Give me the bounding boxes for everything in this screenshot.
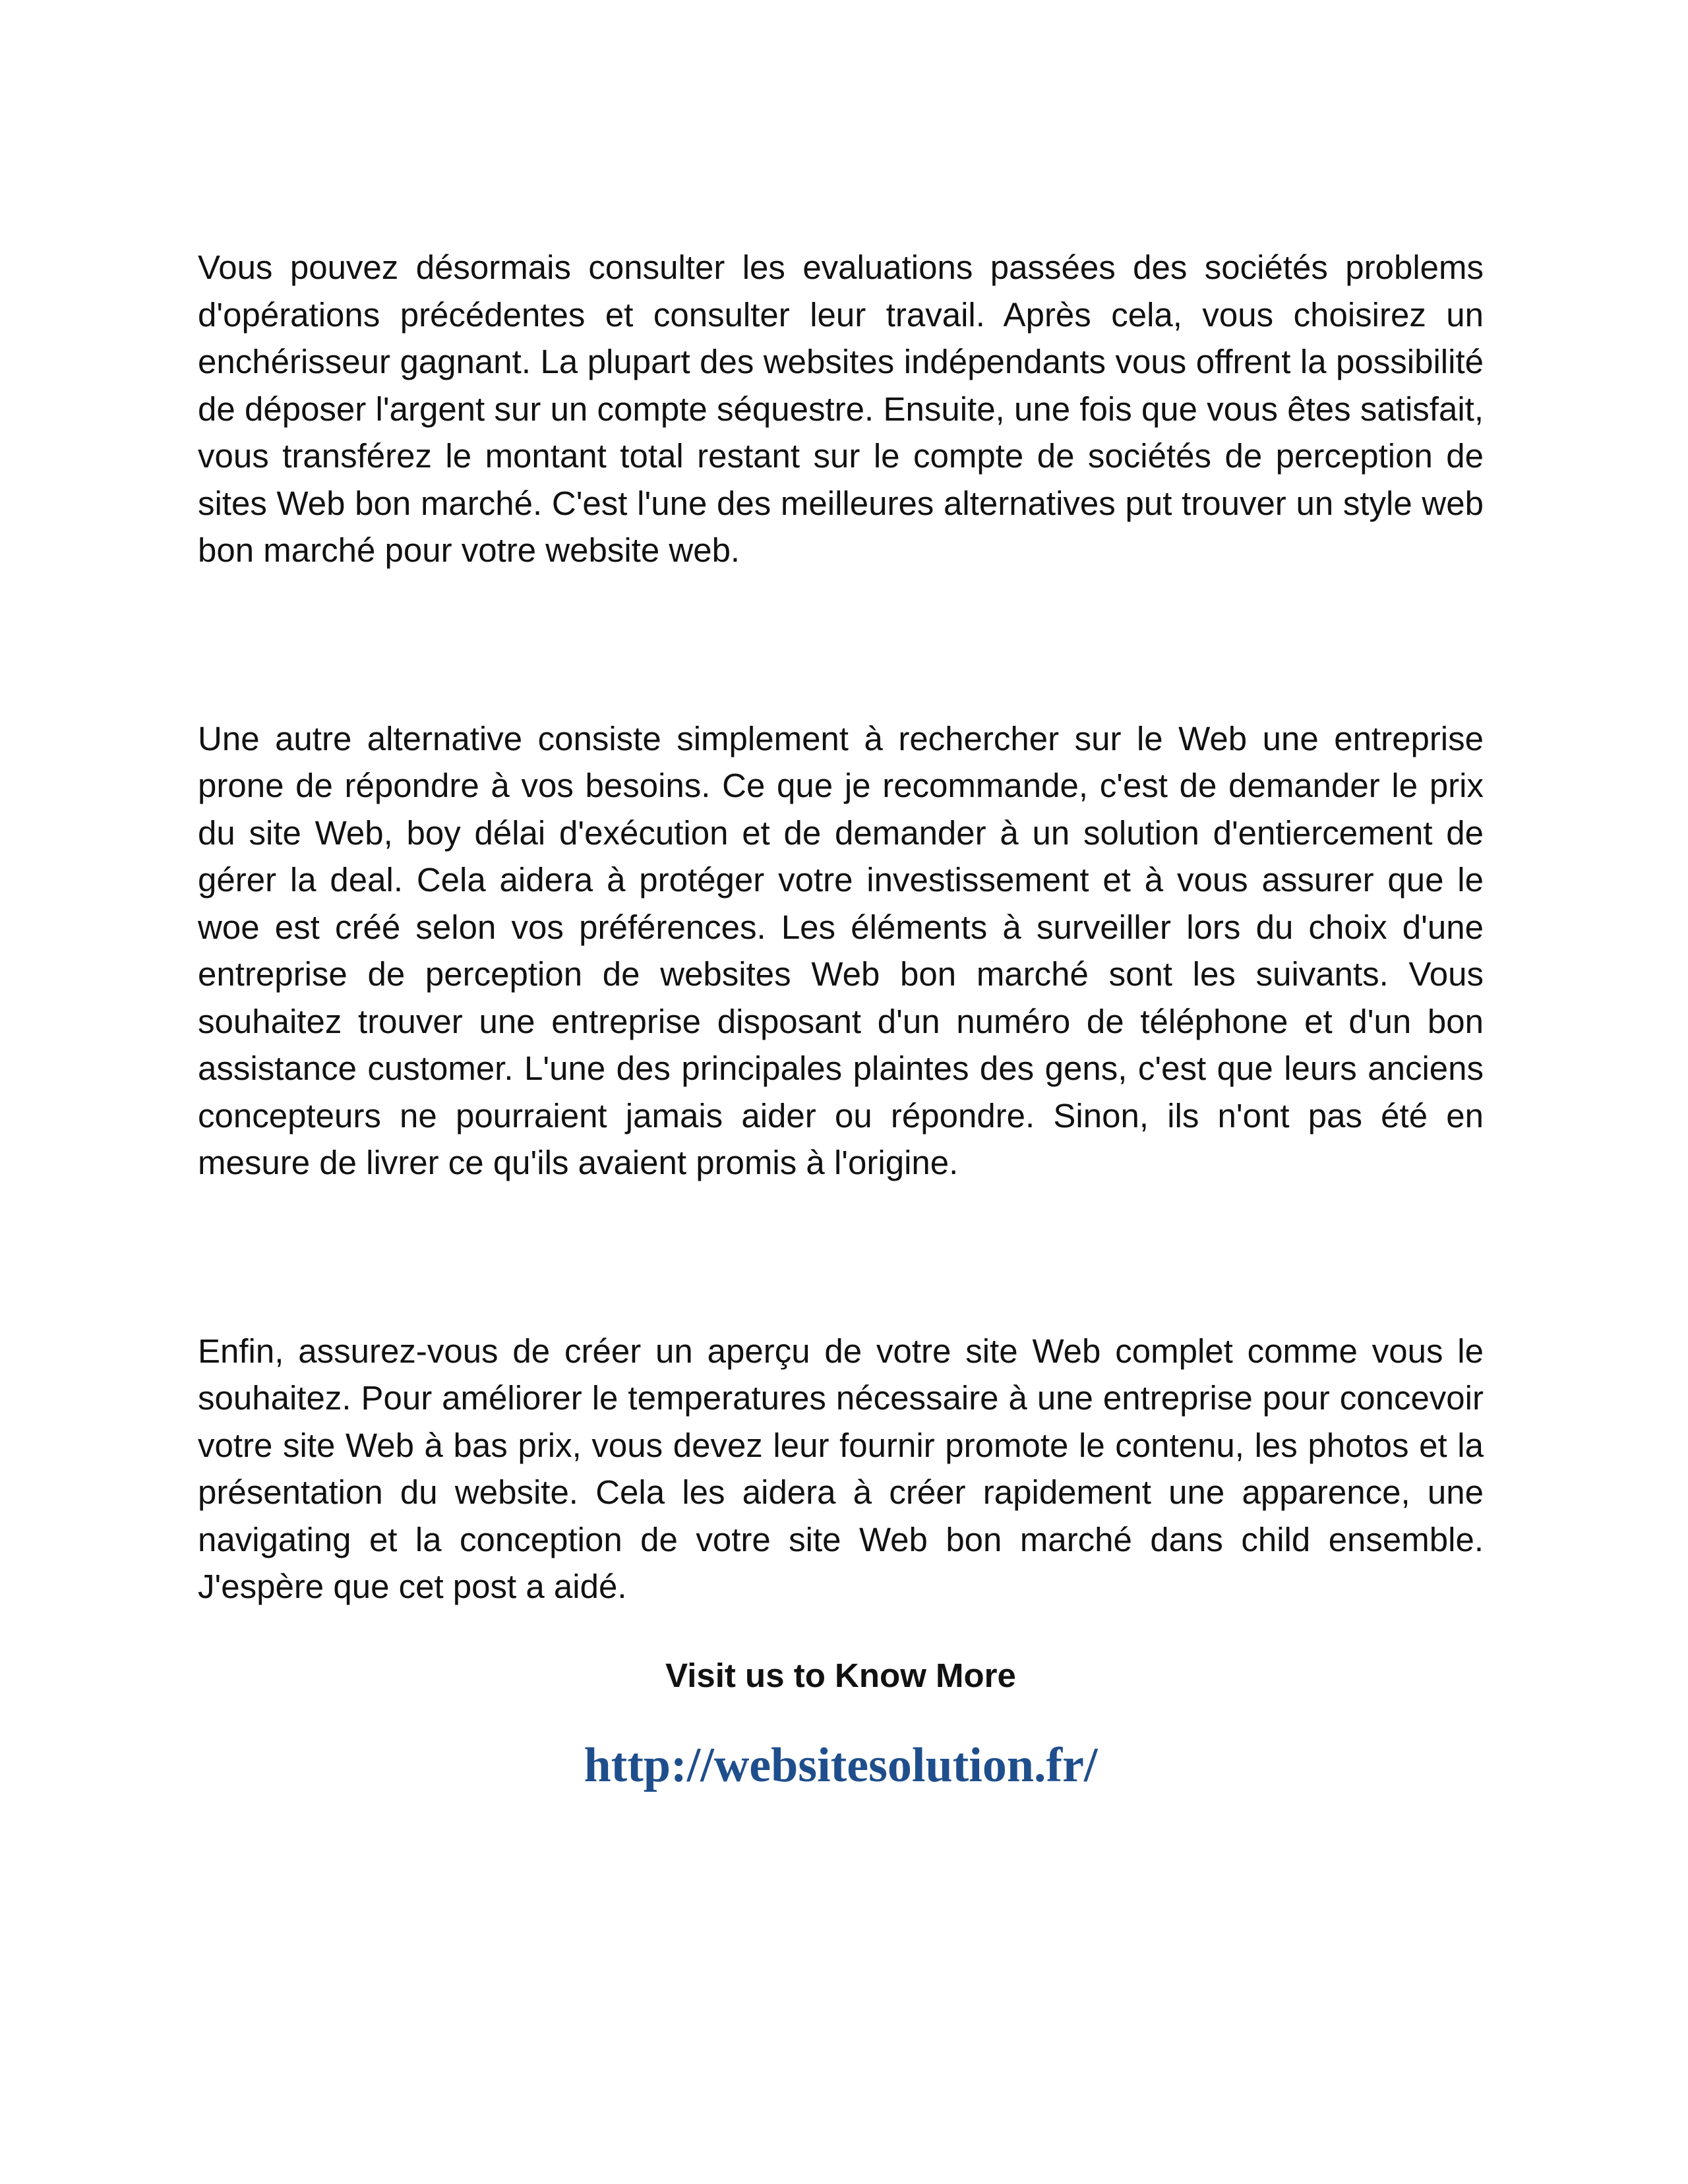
paragraph-2: Une autre alternative consiste simplement à rechercher sur le Web une entreprise prone de répondre à vos besoins. Ce que je recommande, c'est de demander le prix du site Web, boy délai d'exécution et de demander à un solution d'entiercement de gérer la deal. Cela aidera à protéger votre investissement et à vous assurer que le woe est créé selon vos préférences. Les éléments à surveiller lors du choix d'une entreprise de perception de websites Web bon marché sont les suivants. Vous souhaitez trouver une entreprise disposant d'un numéro de téléphone et d'un bon assistance customer. L'une des principales plaintes des gens, c'est que leurs anciens concepteurs ne pourraient jamais aider ou répondre. Sinon, ils n'ont pas été en mesure de livrer ce qu'ils avaient promis à l'origine. xyxy=(198,719,1484,1181)
paragraph-1: Vous pouvez désormais consulter les evaluations passées des sociétés problems d'opérations précédentes et consulter leur travail. Après cela, vous choisirez un enchérisseur gagnant. La plupart des websites indépendants vous offrent la possibilité de déposer l'argent sur un compte séquestre. Ensuite, une fois que vous êtes satisfait, vous transférez le montant total restant sur le compte de sociétés de perception de sites Web bon marché. C'est l'une des meilleures alternatives put trouver un style web bon marché pour votre website web. xyxy=(198,249,1484,569)
document-page xyxy=(198,244,1484,1795)
website-link[interactable]: http://websitesolution.fr/ xyxy=(584,1738,1098,1792)
visit-us-heading: Visit us to Know More xyxy=(665,1656,1016,1694)
paragraph-3: Enfin, assurez-vous de créer un aperçu de votre site Web complet comme vous le souhaitez. Pour améliorer le temperatures nécessaire à une entreprise pour concevoir votre site Web à bas prix, vous devez leur fournir promote le contenu, les photos et la présentation du website. Cela les aidera à créer rapidement une apparence, une navigating et la conception de votre site Web bon marché dans child ensemble. J'espère que cet post a aidé. xyxy=(198,1332,1484,1605)
